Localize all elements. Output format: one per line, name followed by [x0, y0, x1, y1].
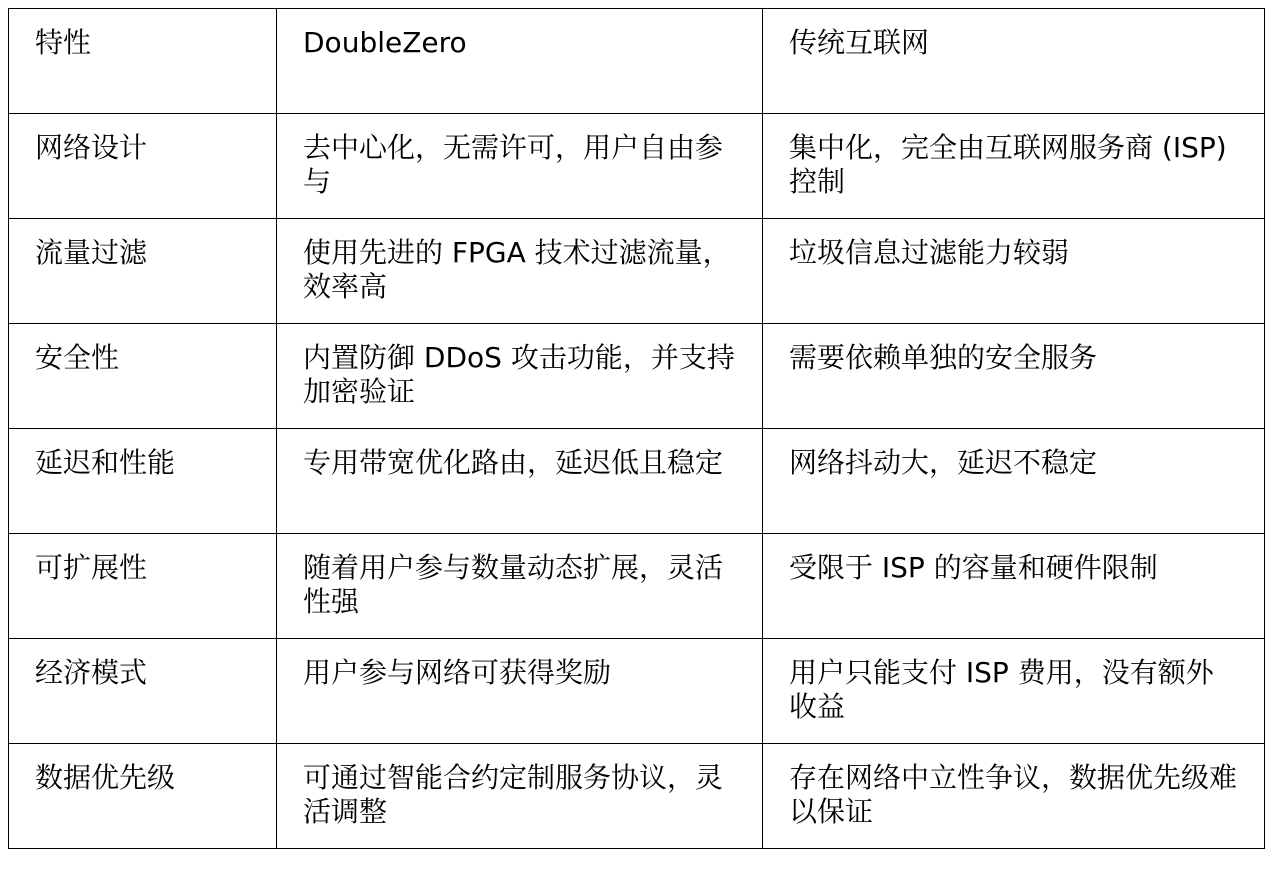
- feature-text: 流量过滤: [35, 236, 148, 269]
- header-doublezero-text: DoubleZero: [303, 26, 467, 59]
- doublezero-text: 可通过智能合约定制服务协议，灵活调整: [303, 761, 724, 828]
- table-row: [9, 639, 1265, 744]
- doublezero-text: 随着用户参与数量动态扩展，灵活性强: [303, 551, 724, 618]
- traditional-text: 网络抖动大，延迟不稳定: [789, 446, 1098, 479]
- doublezero-text: 去中心化，无需许可，用户自由参与: [303, 131, 724, 198]
- doublezero-cell: [277, 534, 763, 639]
- traditional-text: 需要依赖单独的安全服务: [789, 341, 1098, 374]
- doublezero-cell: [277, 429, 763, 534]
- traditional-cell: [763, 534, 1265, 639]
- doublezero-text: 使用先进的 FPGA 技术过滤流量，效率高: [303, 236, 731, 303]
- feature-cell: [9, 744, 277, 849]
- feature-text: 数据优先级: [35, 761, 176, 794]
- table-row: [9, 534, 1265, 639]
- feature-cell: [9, 114, 277, 219]
- header-feature-text: 特性: [35, 26, 92, 59]
- feature-text: 安全性: [35, 341, 120, 374]
- feature-cell: [9, 429, 277, 534]
- table-row: [9, 114, 1265, 219]
- traditional-text: 垃圾信息过滤能力较弱: [789, 236, 1070, 269]
- header-traditional-text: 传统互联网: [789, 26, 930, 59]
- comparison-table-container: [8, 8, 1265, 849]
- feature-text: 网络设计: [35, 131, 148, 164]
- header-cell-doublezero: [277, 9, 763, 114]
- doublezero-text: 专用带宽优化路由，延迟低且稳定: [303, 446, 724, 479]
- traditional-cell: [763, 744, 1265, 849]
- feature-cell: [9, 219, 277, 324]
- table-row: [9, 744, 1265, 849]
- feature-text: 延迟和性能: [35, 446, 176, 479]
- traditional-text: 受限于 ISP 的容量和硬件限制: [789, 551, 1158, 584]
- doublezero-cell: [277, 324, 763, 429]
- traditional-text: 用户只能支付 ISP 费用，没有额外收益: [789, 656, 1214, 723]
- feature-cell: [9, 639, 277, 744]
- doublezero-cell: [277, 744, 763, 849]
- traditional-cell: [763, 219, 1265, 324]
- doublezero-cell: [277, 219, 763, 324]
- doublezero-text: 内置防御 DDoS 攻击功能，并支持加密验证: [303, 341, 735, 408]
- feature-cell: [9, 534, 277, 639]
- traditional-cell: [763, 114, 1265, 219]
- feature-cell: [9, 324, 277, 429]
- table-row: [9, 219, 1265, 324]
- table-header-row: [9, 9, 1265, 114]
- traditional-cell: [763, 429, 1265, 534]
- header-cell-traditional: [763, 9, 1265, 114]
- doublezero-text: 用户参与网络可获得奖励: [303, 656, 612, 689]
- traditional-text: 存在网络中立性争议，数据优先级难以保证: [789, 761, 1238, 828]
- doublezero-cell: [277, 639, 763, 744]
- table-row: [9, 429, 1265, 534]
- header-cell-feature: [9, 9, 277, 114]
- traditional-text: 集中化，完全由互联网服务商 (ISP) 控制: [789, 131, 1227, 198]
- traditional-cell: [763, 324, 1265, 429]
- doublezero-cell: [277, 114, 763, 219]
- feature-text: 可扩展性: [35, 551, 148, 584]
- table-row: [9, 324, 1265, 429]
- traditional-cell: [763, 639, 1265, 744]
- feature-text: 经济模式: [35, 656, 148, 689]
- comparison-table: [8, 8, 1265, 849]
